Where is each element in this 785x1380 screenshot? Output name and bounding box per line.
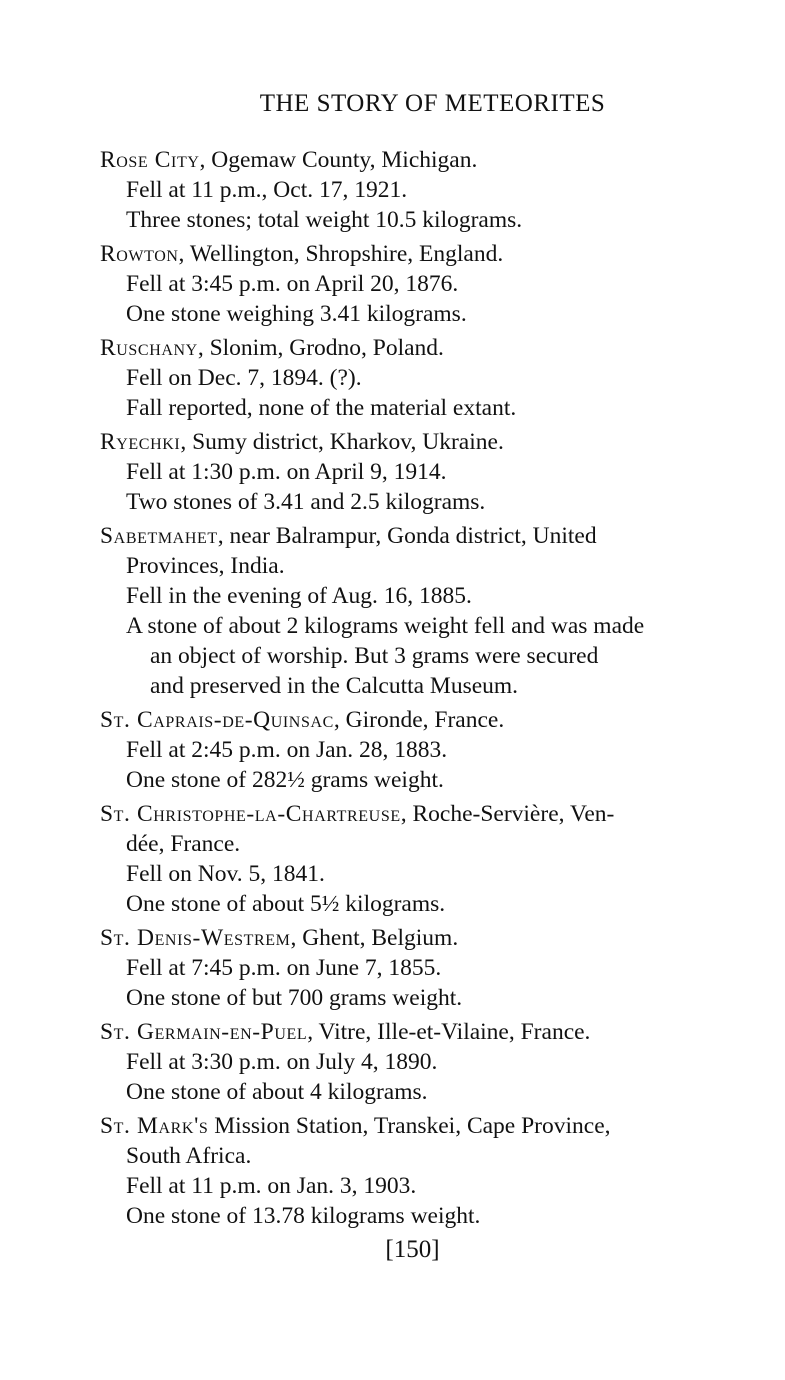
entry-heading [100, 333, 765, 363]
place-location-continued: South Africa. [126, 1143, 252, 1169]
meteorite-entry [100, 1111, 765, 1231]
place-location-continued: dée, France. [126, 831, 241, 857]
running-head: THE STORY OF METEORITES [259, 90, 606, 117]
place-name: Ryechki [100, 429, 181, 455]
fall-detail: One stone of 282½ grams weight. [126, 767, 444, 793]
place-location: , Vitre, Ille-et-Vilaine, France. [307, 1019, 591, 1045]
place-name: St. Germain-en-Puel [100, 1019, 308, 1045]
entry-heading [100, 705, 765, 735]
entry-heading [100, 1017, 765, 1047]
meteorite-entry [100, 333, 765, 423]
fall-detail: One stone of about 4 kilograms. [126, 1079, 428, 1105]
place-location: , near Balrampur, Gonda district, United [217, 523, 597, 549]
place-location: , Roche-Servière, Ven- [400, 801, 615, 827]
fall-detail-continued: and preserved in the Calcutta Museum. [150, 673, 519, 699]
fall-date: Fell in the evening of Aug. 16, 1885. [126, 583, 472, 609]
fall-date: Fell at 3:30 p.m. on July 4, 1890. [126, 1049, 438, 1075]
meteorite-entry [100, 145, 765, 235]
place-location: , Ghent, Belgium. [290, 925, 459, 951]
fall-detail: Two stones of 3.41 and 2.5 kilograms. [126, 489, 486, 515]
place-name: Ruschany [100, 335, 198, 361]
fall-detail: One stone weighing 3.41 kilograms. [126, 301, 467, 327]
fall-detail: A stone of about 2 kilograms weight fell and was made [126, 613, 645, 639]
meteorite-entry [100, 427, 765, 517]
entry-heading [100, 145, 765, 175]
fall-date: Fell at 3:45 p.m. on April 20, 1876. [126, 271, 459, 297]
fall-date: Fell at 11 p.m. on Jan. 3, 1903. [126, 1173, 417, 1199]
place-location: , Ogemaw County, Michigan. [199, 147, 478, 173]
entry-heading [100, 427, 765, 457]
fall-date: Fell at 7:45 p.m. on June 7, 1855. [126, 955, 442, 981]
place-location-continued: Provinces, India. [126, 553, 285, 579]
entry-heading [100, 923, 765, 953]
meteorite-entry [100, 521, 765, 701]
place-name: St. Denis-Westrem [100, 925, 291, 951]
fall-detail: Fall reported, none of the material extant. [126, 395, 517, 421]
meteorite-entry [100, 1017, 765, 1107]
place-location: Mission Station, Transkei, Cape Province, [208, 1113, 611, 1139]
place-location: , Gironde, France. [333, 707, 505, 733]
meteorite-entry [100, 799, 765, 919]
meteorite-entry [100, 239, 765, 329]
fall-date: Fell at 2:45 p.m. on Jan. 28, 1883. [126, 737, 448, 763]
meteorite-entry [100, 923, 765, 1013]
entry-heading [100, 239, 765, 269]
meteorite-list [100, 145, 765, 1235]
page-number: [150] [385, 1236, 440, 1263]
place-name: St. Christophe-la-Chartreuse [100, 801, 401, 827]
fall-date: Fell on Nov. 5, 1841. [126, 861, 325, 887]
entry-heading [100, 1111, 765, 1141]
fall-date: Fell at 11 p.m., Oct. 17, 1921. [126, 177, 408, 203]
fall-detail: One stone of about 5½ kilograms. [126, 891, 446, 917]
place-name: St. Caprais-de-Quinsac [100, 707, 334, 733]
place-name: Rowton [100, 241, 179, 267]
fall-detail: One stone of but 700 grams weight. [126, 985, 463, 1011]
place-location: , Wellington, Shropshire, England. [178, 241, 504, 267]
place-location: , Slonim, Grodno, Poland. [197, 335, 444, 361]
fall-detail: Three stones; total weight 10.5 kilograms. [126, 207, 523, 233]
entry-heading [100, 521, 765, 551]
place-name: Rose City [100, 147, 200, 173]
place-location: , Sumy district, Kharkov, Ukraine. [180, 429, 504, 455]
fall-date: Fell on Dec. 7, 1894. (?). [126, 365, 362, 391]
place-name: Sabetmahet [100, 523, 218, 549]
meteorite-entry [100, 705, 765, 795]
place-name: St. Mark's [100, 1113, 209, 1139]
fall-date: Fell at 1:30 p.m. on April 9, 1914. [126, 459, 447, 485]
fall-detail: One stone of 13.78 kilograms weight. [126, 1203, 481, 1229]
entry-heading [100, 799, 765, 829]
fall-detail-continued: an object of worship. But 3 grams were secured [150, 643, 599, 669]
